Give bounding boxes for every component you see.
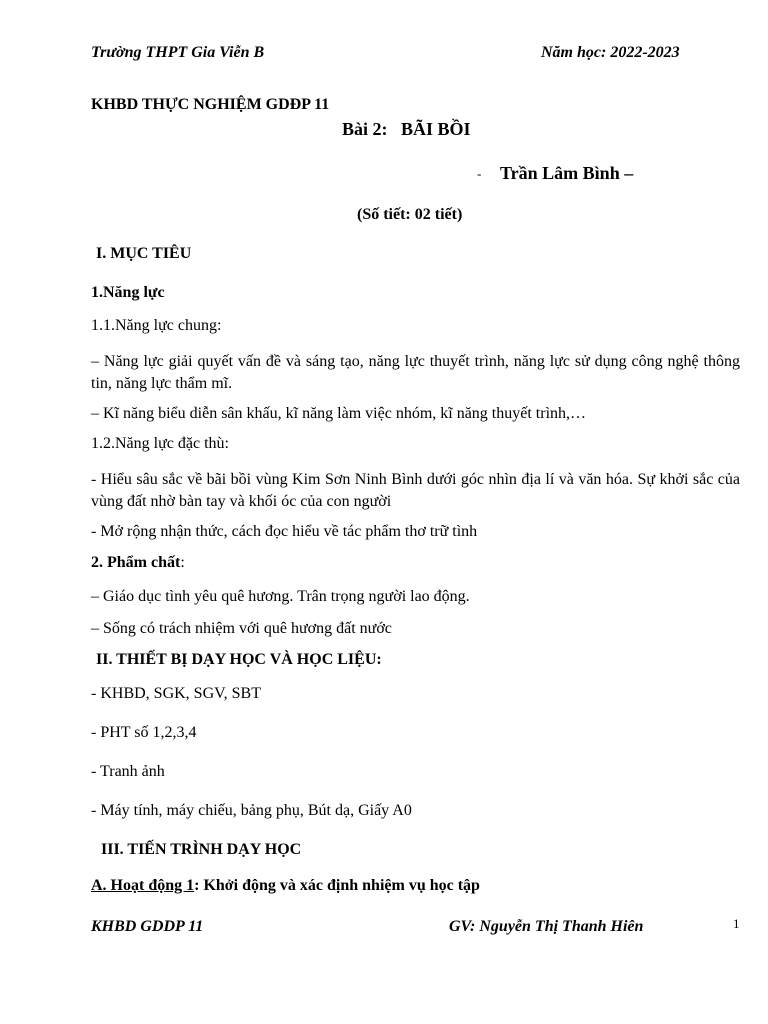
quality-item: – Giáo dục tình yêu quê hương. Trân trọng người lao động.: [91, 588, 470, 605]
quality-item: – Sống có trách nhiệm với quê hương đất nước: [91, 620, 392, 637]
competence-heading: 1.Năng lực: [91, 284, 165, 301]
objective-item: - Hiểu sâu sắc về bãi bồi vùng Kim Sơn Ninh Bình dưới góc nhìn địa lí và văn hóa. Sự khởi sắc của vùng đất nhờ bàn tay và khối óc của con người: [91, 471, 740, 510]
qualities-heading: [91, 554, 185, 572]
equipment-item: - Tranh ảnh: [91, 763, 165, 780]
header-school-year: Năm học: 2022-2023: [541, 44, 680, 61]
section-objectives-heading: I. MỤC TIÊU: [96, 245, 192, 262]
activity-text: : Khởi động và xác định nhiệm vụ học tập: [194, 877, 480, 894]
author-name: Trần Lâm Bình –: [500, 163, 634, 183]
activity-label: A. Hoạt động 1: [91, 877, 195, 894]
footer-course: KHBD GDDP 11: [91, 918, 204, 935]
section-process-heading: III. TIẾN TRÌNH DẠY HỌC: [101, 841, 302, 858]
equipment-item: - Máy tính, máy chiếu, bảng phụ, Bút dạ, Giấy A0: [91, 802, 412, 819]
author-dash: -: [477, 166, 482, 181]
page-number: 1: [733, 916, 740, 931]
qualities-heading-label: 2. Phẩm chất: [91, 554, 181, 571]
periods-count: (Số tiết: 02 tiết): [357, 206, 463, 223]
header-school: Trường THPT Gia Viễn B: [91, 44, 265, 61]
objective-item: – Kĩ năng biểu diễn sân khấu, kĩ năng làm việc nhóm, kĩ năng thuyết trình,…: [91, 405, 587, 422]
equipment-item: - KHBD, SGK, SGV, SBT: [91, 685, 261, 702]
plan-title: KHBD THỰC NGHIỆM GDĐP 11: [91, 96, 330, 113]
section-equipment-heading: II. THIẾT BỊ DẠY HỌC VÀ HỌC LIỆU:: [96, 651, 382, 668]
lesson-title: Bài 2: BÃI BỒI: [342, 119, 471, 139]
footer-teacher: GV: Nguyễn Thị Thanh Hiên: [449, 918, 644, 935]
equipment-item: - PHT số 1,2,3,4: [91, 724, 197, 741]
qualities-heading-colon: :: [180, 554, 185, 571]
general-competence-heading: 1.1.Năng lực chung:: [91, 317, 222, 334]
objective-item: – Năng lực giải quyết vấn đề và sáng tạo, năng lực thuyết trình, năng lực sử dụng công nghệ thông tin, năng lực thẩm mĩ.: [91, 353, 740, 392]
objective-item: - Mở rộng nhận thức, cách đọc hiểu về tác phẩm thơ trữ tình: [91, 523, 478, 540]
specific-competence-heading: 1.2.Năng lực đặc thù:: [91, 435, 229, 452]
activity-heading: [91, 877, 480, 895]
